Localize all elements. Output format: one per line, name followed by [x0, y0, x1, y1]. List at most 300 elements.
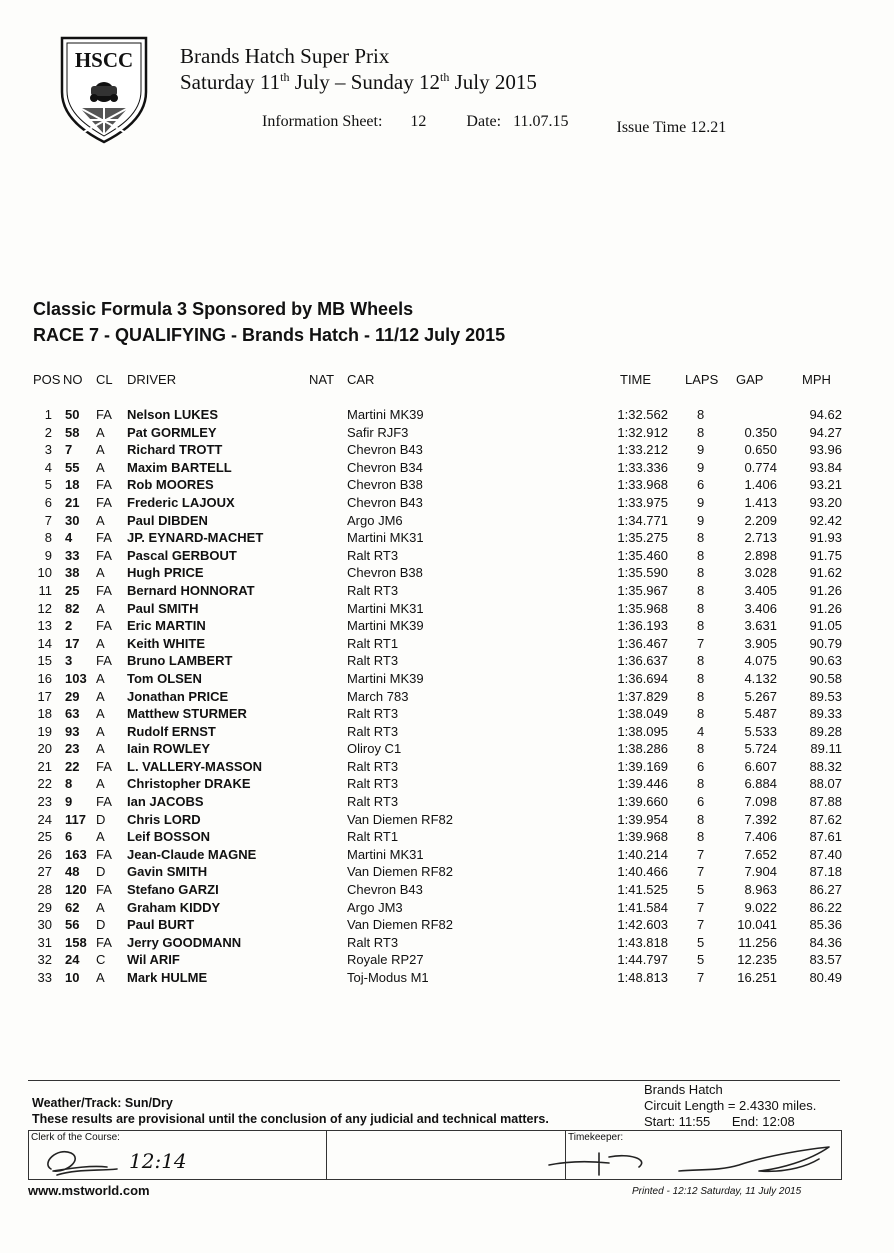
cell-pos: 10 — [37, 565, 52, 581]
cell-pos: 15 — [37, 653, 52, 669]
cell-car: Ralt RT1 — [347, 635, 399, 651]
cell-pos: 5 — [44, 477, 52, 493]
cell-driver: Bruno LAMBERT — [127, 653, 233, 669]
cell-mph: 94.62 — [809, 407, 842, 422]
cell-laps: 8 — [697, 653, 705, 669]
cell-gap: 9.022 — [744, 899, 777, 915]
info-label: Information Sheet: — [262, 113, 383, 130]
cell-mph: 90.63 — [809, 653, 842, 669]
cell-no: 7 — [65, 442, 73, 458]
cell-driver: Stefano GARZI — [127, 882, 219, 898]
cell-driver: Frederic LAJOUX — [127, 494, 235, 510]
cell-gap: 2.209 — [744, 512, 777, 528]
cell-driver: Rob MOORES — [127, 477, 214, 493]
table-header-row — [0, 372, 894, 398]
cell-driver: Rudolf ERNST — [127, 723, 216, 739]
header-no: NO — [63, 372, 83, 387]
cell-laps: 6 — [697, 477, 705, 493]
cell-mph: 85.36 — [809, 917, 842, 933]
cell-pos: 23 — [37, 794, 52, 810]
cell-laps: 8 — [697, 547, 705, 563]
cell-no: 48 — [65, 864, 80, 880]
table-row — [0, 935, 894, 953]
event-dates: Saturday 11th July – Sunday 12th July 2015 — [180, 70, 537, 94]
cell-pos: 24 — [37, 811, 52, 827]
cell-pos: 26 — [37, 846, 52, 862]
cell-time: 1:43.818 — [617, 934, 668, 950]
cell-gap: 2.898 — [744, 547, 777, 563]
cell-driver: Christopher DRAKE — [127, 776, 251, 792]
cell-mph: 86.22 — [809, 899, 842, 915]
cell-mph: 91.75 — [809, 547, 842, 563]
cell-time: 1:38.286 — [617, 741, 668, 757]
cell-driver: Chris LORD — [127, 811, 201, 827]
cell-gap: 3.406 — [744, 600, 777, 616]
cell-cl: A — [96, 723, 105, 739]
cell-pos: 9 — [44, 547, 52, 563]
cell-cl: A — [96, 424, 105, 440]
cell-pos: 16 — [37, 670, 52, 686]
cell-time: 1:39.169 — [617, 758, 668, 774]
cell-cl: D — [96, 811, 106, 827]
cell-no: 30 — [65, 512, 80, 528]
cell-time: 1:37.829 — [617, 688, 668, 704]
cell-gap: 7.904 — [744, 864, 777, 880]
cell-cl: A — [96, 899, 105, 915]
cell-car: Argo JM6 — [347, 512, 403, 528]
cell-pos: 3 — [44, 442, 52, 458]
cell-pos: 28 — [37, 882, 52, 898]
cell-car: Van Diemen RF82 — [347, 917, 453, 933]
cell-mph: 89.33 — [809, 706, 842, 722]
cell-pos: 22 — [37, 776, 52, 792]
cell-mph: 93.84 — [809, 459, 842, 475]
cell-laps: 8 — [697, 582, 705, 598]
clerk-label: Clerk of the Course: — [31, 1132, 120, 1143]
cell-laps: 7 — [697, 899, 705, 915]
cell-laps: 6 — [697, 758, 705, 774]
cell-pos: 30 — [37, 917, 52, 933]
cell-time: 1:41.584 — [617, 899, 668, 915]
cell-cl: A — [96, 635, 105, 651]
cell-cl: FA — [96, 794, 112, 810]
cell-mph: 87.88 — [809, 794, 842, 810]
signature-box — [28, 1130, 842, 1180]
cell-car: Chevron B38 — [347, 477, 423, 493]
cell-laps: 9 — [697, 459, 705, 475]
cell-driver: Nelson LUKES — [127, 407, 219, 422]
cell-car: Ralt RT3 — [347, 706, 399, 722]
cell-driver: JP. EYNARD-MACHET — [127, 530, 264, 546]
cell-driver: Mark HULME — [127, 970, 208, 985]
table-row — [0, 759, 894, 777]
start-end-times — [644, 1114, 795, 1129]
cell-time: 1:48.813 — [617, 970, 668, 985]
cell-driver: Tom OLSEN — [127, 670, 202, 686]
table-row — [0, 724, 894, 742]
cell-car: Ralt RT3 — [347, 776, 399, 792]
cell-pos: 25 — [37, 829, 52, 845]
cell-time: 1:39.954 — [617, 811, 668, 827]
table-row — [0, 794, 894, 812]
cell-mph: 90.58 — [809, 670, 842, 686]
table-row — [0, 442, 894, 460]
cell-gap: 5.724 — [744, 741, 777, 757]
cell-driver: Hugh PRICE — [127, 565, 204, 581]
cell-driver: Graham KIDDY — [127, 899, 221, 915]
circuit-length: Circuit Length = 2.4330 miles. — [644, 1098, 817, 1113]
cell-pos: 12 — [37, 600, 52, 616]
cell-cl: FA — [96, 407, 112, 422]
cell-car: Ralt RT3 — [347, 547, 399, 563]
cell-gap: 0.774 — [744, 459, 777, 475]
cell-gap: 12.235 — [737, 952, 777, 968]
cell-laps: 8 — [697, 407, 705, 422]
cell-no: 22 — [65, 758, 80, 774]
table-row — [0, 706, 894, 724]
cell-gap: 4.132 — [744, 670, 777, 686]
information-sheet-row — [262, 113, 727, 136]
cell-laps: 7 — [697, 970, 705, 985]
cell-car: Chevron B43 — [347, 494, 423, 510]
cell-car: Royale RP27 — [347, 952, 424, 968]
cell-cl: A — [96, 600, 105, 616]
cell-no: 23 — [65, 741, 80, 757]
cell-mph: 90.79 — [809, 635, 842, 651]
table-body — [0, 407, 894, 988]
cell-time: 1:33.336 — [617, 459, 668, 475]
cell-laps: 8 — [697, 618, 705, 634]
weather-track: Weather/Track: Sun/Dry — [32, 1096, 173, 1110]
cell-mph: 87.62 — [809, 811, 842, 827]
cell-pos: 14 — [37, 635, 52, 651]
signature-divider — [326, 1131, 327, 1179]
header-laps: LAPS — [685, 372, 719, 387]
cell-no: 163 — [65, 846, 87, 862]
cell-laps: 4 — [697, 723, 705, 739]
cell-laps: 6 — [697, 794, 705, 810]
cell-time: 1:36.467 — [617, 635, 668, 651]
cell-cl: FA — [96, 846, 112, 862]
cell-laps: 8 — [697, 811, 705, 827]
cell-driver: Paul DIBDEN — [127, 512, 208, 528]
cell-driver: Matthew STURMER — [127, 706, 247, 722]
table-row — [0, 900, 894, 918]
cell-driver: L. VALLERY-MASSON — [127, 758, 263, 774]
cell-pos: 8 — [44, 530, 52, 546]
event-title: Brands Hatch Super Prix — [180, 44, 390, 68]
cell-car: Ralt RT3 — [347, 582, 399, 598]
cell-no: 33 — [65, 547, 80, 563]
issue-time: Issue Time 12.21 — [616, 119, 727, 136]
cell-mph: 93.20 — [809, 494, 842, 510]
cell-laps: 7 — [697, 864, 705, 880]
cell-mph: 83.57 — [809, 952, 842, 968]
cell-mph: 94.27 — [809, 424, 842, 440]
cell-time: 1:35.968 — [617, 600, 668, 616]
cell-gap: 1.406 — [744, 477, 777, 493]
timekeeper-signature — [539, 1135, 839, 1179]
end-time: End: 12:08 — [731, 1114, 795, 1129]
cell-driver: Jerry GOODMANN — [127, 934, 242, 950]
table-row — [0, 952, 894, 970]
cell-gap: 2.713 — [744, 530, 777, 546]
cell-pos: 17 — [37, 688, 52, 704]
cell-car: Martini MK39 — [347, 670, 424, 686]
table-row — [0, 636, 894, 654]
cell-time: 1:33.975 — [617, 494, 668, 510]
cell-car: Ralt RT3 — [347, 794, 399, 810]
cell-laps: 5 — [697, 934, 705, 950]
cell-no: 21 — [65, 494, 80, 510]
table-row — [0, 407, 894, 425]
cell-cl: A — [96, 776, 105, 792]
table-row — [0, 565, 894, 583]
cell-cl: A — [96, 741, 105, 757]
cell-cl: FA — [96, 530, 112, 546]
cell-driver: Richard TROTT — [127, 442, 223, 458]
cell-mph: 93.96 — [809, 442, 842, 458]
cell-time: 1:35.967 — [617, 582, 668, 598]
cell-no: 18 — [65, 477, 80, 493]
cell-cl: FA — [96, 547, 112, 563]
header-gap: GAP — [736, 372, 764, 387]
cell-driver: Wil ARIF — [127, 952, 180, 968]
cell-time: 1:40.466 — [617, 864, 668, 880]
cell-no: 25 — [65, 582, 80, 598]
cell-cl: FA — [96, 882, 112, 898]
table-row — [0, 477, 894, 495]
cell-time: 1:40.214 — [617, 846, 668, 862]
cell-driver: Jonathan PRICE — [127, 688, 229, 704]
cell-time: 1:35.460 — [617, 547, 668, 563]
cell-pos: 18 — [37, 706, 52, 722]
cell-car: Chevron B43 — [347, 882, 423, 898]
cell-mph: 87.61 — [809, 829, 842, 845]
cell-car: Martini MK39 — [347, 407, 424, 422]
cell-no: 8 — [65, 776, 73, 792]
cell-time: 1:38.049 — [617, 706, 668, 722]
cell-gap: 3.631 — [744, 618, 777, 634]
cell-car: Chevron B38 — [347, 565, 423, 581]
cell-cl: A — [96, 442, 105, 458]
cell-cl: FA — [96, 934, 112, 950]
cell-gap: 5.487 — [744, 706, 777, 722]
cell-laps: 7 — [697, 846, 705, 862]
cell-car: Van Diemen RF82 — [347, 864, 453, 880]
cell-gap: 7.098 — [744, 794, 777, 810]
table-row — [0, 425, 894, 443]
cell-driver: Pascal GERBOUT — [127, 547, 237, 563]
cell-driver: Gavin SMITH — [127, 864, 208, 880]
table-row — [0, 917, 894, 935]
cell-time: 1:35.590 — [617, 565, 668, 581]
cell-car: Ralt RT3 — [347, 934, 399, 950]
cell-no: 55 — [65, 459, 80, 475]
cell-pos: 19 — [37, 723, 52, 739]
cell-car: Ralt RT3 — [347, 723, 399, 739]
cell-cl: A — [96, 512, 105, 528]
cell-laps: 5 — [697, 882, 705, 898]
table-row — [0, 970, 894, 988]
cell-gap: 11.256 — [738, 934, 777, 950]
cell-time: 1:41.525 — [617, 882, 668, 898]
start-time: Start: 11:55 — [644, 1114, 711, 1129]
cell-laps: 9 — [697, 442, 705, 458]
cell-no: 82 — [65, 600, 80, 616]
cell-cl: FA — [96, 758, 112, 774]
cell-car: Ralt RT1 — [347, 829, 399, 845]
cell-no: 17 — [65, 635, 80, 651]
cell-pos: 2 — [44, 424, 52, 440]
cell-mph: 91.26 — [809, 600, 842, 616]
cell-no: 93 — [65, 723, 80, 739]
cell-mph: 91.93 — [809, 530, 842, 546]
cell-laps: 9 — [697, 512, 705, 528]
cell-mph: 91.26 — [809, 582, 842, 598]
website: www.mstworld.com — [28, 1183, 150, 1198]
cell-pos: 31 — [37, 934, 52, 950]
series-title: Classic Formula 3 Sponsored by MB Wheels — [33, 299, 414, 319]
footer-divider — [28, 1080, 840, 1081]
cell-laps: 8 — [697, 688, 705, 704]
cell-time: 1:34.771 — [617, 512, 668, 528]
race-title: RACE 7 - QUALIFYING - Brands Hatch - 11/12 July 2015 — [33, 325, 506, 345]
table-row — [0, 847, 894, 865]
cell-laps: 8 — [697, 741, 705, 757]
cell-cl: A — [96, 706, 105, 722]
cell-car: Toj-Modus M1 — [347, 970, 429, 985]
header-nat: NAT — [309, 372, 335, 387]
cell-mph: 86.27 — [809, 882, 842, 898]
cell-time: 1:36.694 — [617, 670, 668, 686]
table-row — [0, 812, 894, 830]
cell-mph: 87.40 — [809, 846, 842, 862]
cell-car: Martini MK39 — [347, 618, 424, 634]
cell-pos: 32 — [37, 952, 52, 968]
cell-gap: 7.392 — [744, 811, 777, 827]
table-row — [0, 776, 894, 794]
cell-car: Chevron B43 — [347, 442, 423, 458]
cell-time: 1:42.603 — [617, 917, 668, 933]
date-label: Date: — [466, 113, 502, 130]
cell-gap: 6.607 — [744, 758, 777, 774]
header-time: TIME — [620, 372, 652, 387]
cell-pos: 11 — [38, 582, 52, 598]
cell-laps: 8 — [697, 829, 705, 845]
cell-car: Ralt RT3 — [347, 758, 399, 774]
table-row — [0, 882, 894, 900]
logo-text: HSCC — [74, 48, 134, 72]
cell-mph: 88.07 — [809, 776, 842, 792]
cell-car: Ralt RT3 — [347, 653, 399, 669]
table-row — [0, 530, 894, 548]
cell-cl: FA — [96, 618, 112, 634]
cell-cl: FA — [96, 477, 112, 493]
table-row — [0, 689, 894, 707]
cell-laps: 8 — [697, 670, 705, 686]
cell-gap: 3.905 — [744, 635, 777, 651]
cell-pos: 13 — [37, 618, 52, 634]
cell-pos: 29 — [37, 899, 52, 915]
cell-laps: 7 — [697, 635, 705, 651]
cell-laps: 7 — [697, 917, 705, 933]
cell-driver: Maxim BARTELL — [127, 459, 232, 475]
cell-no: 24 — [65, 952, 80, 968]
cell-time: 1:32.912 — [617, 424, 668, 440]
cell-mph: 88.32 — [809, 758, 842, 774]
cell-no: 103 — [65, 670, 87, 686]
cell-driver: Bernard HONNORAT — [127, 582, 255, 598]
provisional-notice: These results are provisional until the conclusion of any judicial and technical matters. — [32, 1112, 549, 1126]
cell-cl: A — [96, 459, 105, 475]
cell-gap: 0.350 — [744, 424, 777, 440]
date-value: 11.07.15 — [513, 113, 569, 130]
table-row — [0, 601, 894, 619]
timekeeper-label: Timekeeper: — [568, 1132, 624, 1143]
cell-pos: 7 — [44, 512, 52, 528]
cell-cl: A — [96, 688, 105, 704]
cell-gap: 16.251 — [737, 970, 777, 985]
venue-name: Brands Hatch — [644, 1082, 723, 1097]
cell-mph: 84.36 — [809, 934, 842, 950]
cell-mph: 87.18 — [809, 864, 842, 880]
cell-gap: 4.075 — [744, 653, 777, 669]
cell-gap: 8.963 — [744, 882, 777, 898]
cell-car: Oliroy C1 — [347, 741, 402, 757]
cell-time: 1:33.212 — [617, 442, 668, 458]
cell-laps: 8 — [697, 600, 705, 616]
cell-no: 10 — [65, 970, 80, 985]
cell-mph: 93.21 — [809, 477, 842, 493]
cell-car: Argo JM3 — [347, 899, 403, 915]
header-cl: CL — [96, 372, 113, 387]
table-row — [0, 829, 894, 847]
cell-gap: 5.267 — [744, 688, 777, 704]
cell-driver: Leif BOSSON — [127, 829, 211, 845]
table-row — [0, 495, 894, 513]
cell-gap: 0.650 — [744, 442, 777, 458]
cell-no: 120 — [65, 882, 87, 898]
cell-driver: Ian JACOBS — [127, 794, 204, 810]
cell-time: 1:39.660 — [617, 794, 668, 810]
info-number: 12 — [410, 113, 427, 130]
cell-driver: Eric MARTIN — [127, 618, 206, 634]
cell-cl: FA — [96, 494, 112, 510]
cell-time: 1:36.637 — [617, 653, 668, 669]
table-row — [0, 513, 894, 531]
cell-pos: 4 — [44, 459, 52, 475]
cell-cl: FA — [96, 653, 112, 669]
cell-gap: 1.413 — [744, 494, 777, 510]
cell-mph: 80.49 — [809, 970, 842, 985]
table-row — [0, 548, 894, 566]
cell-laps: 5 — [697, 952, 705, 968]
cell-no: 50 — [65, 407, 80, 422]
cell-driver: Keith WHITE — [127, 635, 205, 651]
cell-no: 3 — [65, 653, 73, 669]
cell-laps: 8 — [697, 424, 705, 440]
cell-laps: 8 — [697, 776, 705, 792]
cell-pos: 1 — [44, 407, 52, 422]
cell-no: 29 — [65, 688, 80, 704]
header-driver: DRIVER — [127, 372, 177, 387]
cell-time: 1:36.193 — [617, 618, 668, 634]
cell-driver: Iain ROWLEY — [127, 741, 211, 757]
header-pos: POS — [33, 372, 61, 387]
cell-car: Chevron B34 — [347, 459, 423, 475]
cell-laps: 8 — [697, 706, 705, 722]
